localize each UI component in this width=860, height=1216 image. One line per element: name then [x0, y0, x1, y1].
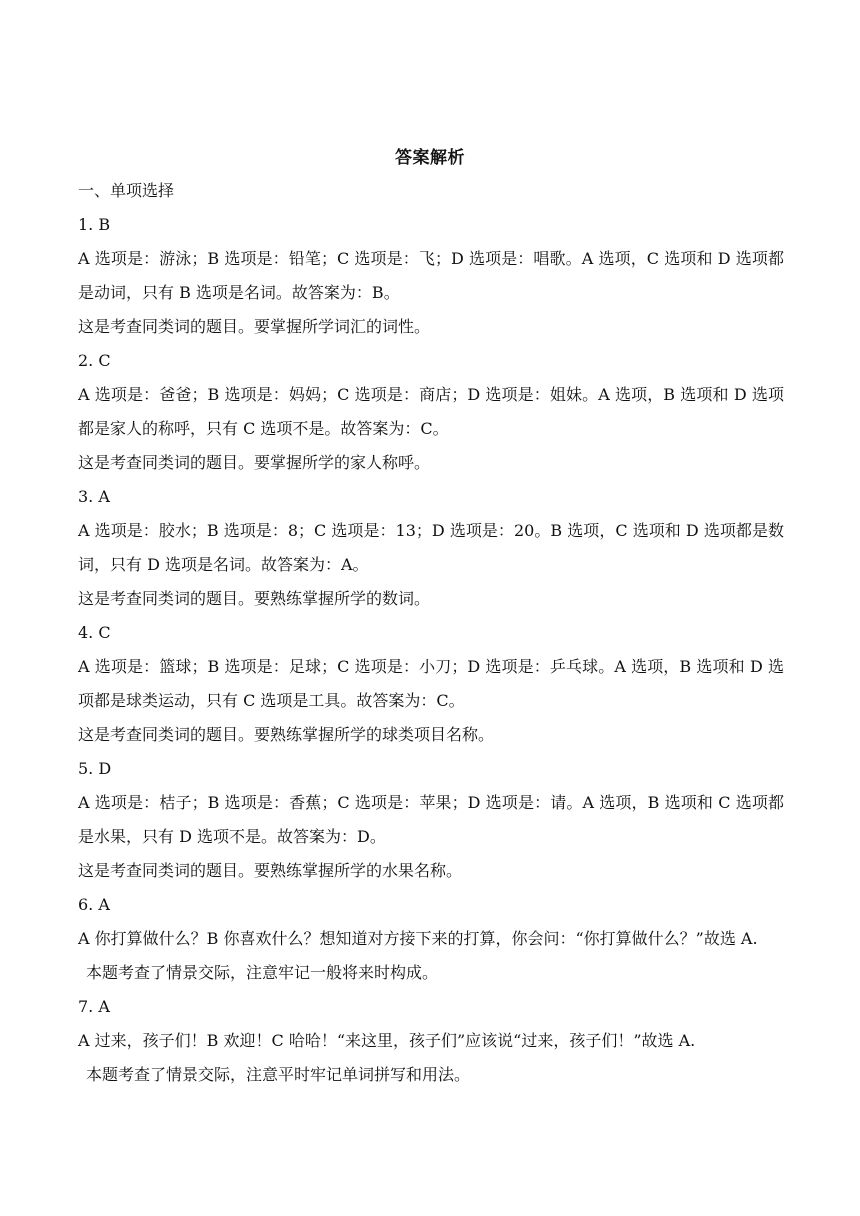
answer-explanation: A 选项是：胶水；B 选项是：8；C 选项是：13；D 选项是：20。B 选项，C 选项和 D 选项都是数词，只有 D 选项是名词。故答案为：A。 [78, 521, 784, 574]
answer-number: 1. B [78, 215, 111, 234]
answer-number: 7. A [78, 997, 110, 1016]
answer-number: 4. C [78, 623, 111, 642]
answer-explanation: A 选项是：篮球；B 选项是：足球；C 选项是：小刀；D 选项是：乒乓球。A 选项，B 选项和 D 选项都是球类运动，只有 C 选项是工具。故答案为：C。 [78, 657, 784, 710]
section-heading: 一、单项选择 [78, 181, 175, 200]
answer-explanation: A 选项是：桔子；B 选项是：香蕉；C 选项是：苹果；D 选项是：请。A 选项，B 选项和 C 选项都是水果，只有 D 选项不是。故答案为：D。 [78, 793, 784, 846]
answer-note: 本题考查了情景交际，注意平时牢记单词拼写和用法。 [86, 1065, 471, 1084]
answer-list [78, 174, 784, 1092]
answer-note: 这是考查同类词的题目。要掌握所学词汇的词性。 [78, 317, 431, 336]
answer-note: 这是考查同类词的题目。要熟练掌握所学的球类项目名称。 [78, 725, 495, 744]
answer-number: 6. A [78, 895, 110, 914]
document-title: 答案解析 [395, 148, 465, 168]
answer-note: 这是考查同类词的题目。要熟练掌握所学的水果名称。 [78, 861, 463, 880]
answer-explanation: A 过来，孩子们！B 欢迎！C 哈哈！“来这里，孩子们”应该说“过来，孩子们！”故选 A. [78, 1031, 696, 1050]
answer-explanation: A 选项是：游泳；B 选项是：铅笔；C 选项是：飞；D 选项是：唱歌。A 选项，C 选项和 D 选项都是动词，只有 B 选项是名词。故答案为：B。 [78, 249, 784, 302]
answer-number: 2. C [78, 351, 111, 370]
answer-number: 3. A [78, 487, 110, 506]
answer-number: 5. D [78, 759, 112, 778]
answer-explanation: A 选项是：爸爸；B 选项是：妈妈；C 选项是：商店；D 选项是：姐妹。A 选项，B 选项和 D 选项都是家人的称呼，只有 C 选项不是。故答案为：C。 [78, 385, 784, 438]
answer-note: 这是考查同类词的题目。要掌握所学的家人称呼。 [78, 453, 431, 472]
answer-note: 本题考查了情景交际，注意牢记一般将来时构成。 [86, 963, 439, 982]
answer-explanation: A 你打算做什么？B 你喜欢什么？想知道对方接下来的打算，你会问：“你打算做什么？”故选 A. [78, 929, 758, 948]
answer-note: 这是考查同类词的题目。要熟练掌握所学的数词。 [78, 589, 431, 608]
